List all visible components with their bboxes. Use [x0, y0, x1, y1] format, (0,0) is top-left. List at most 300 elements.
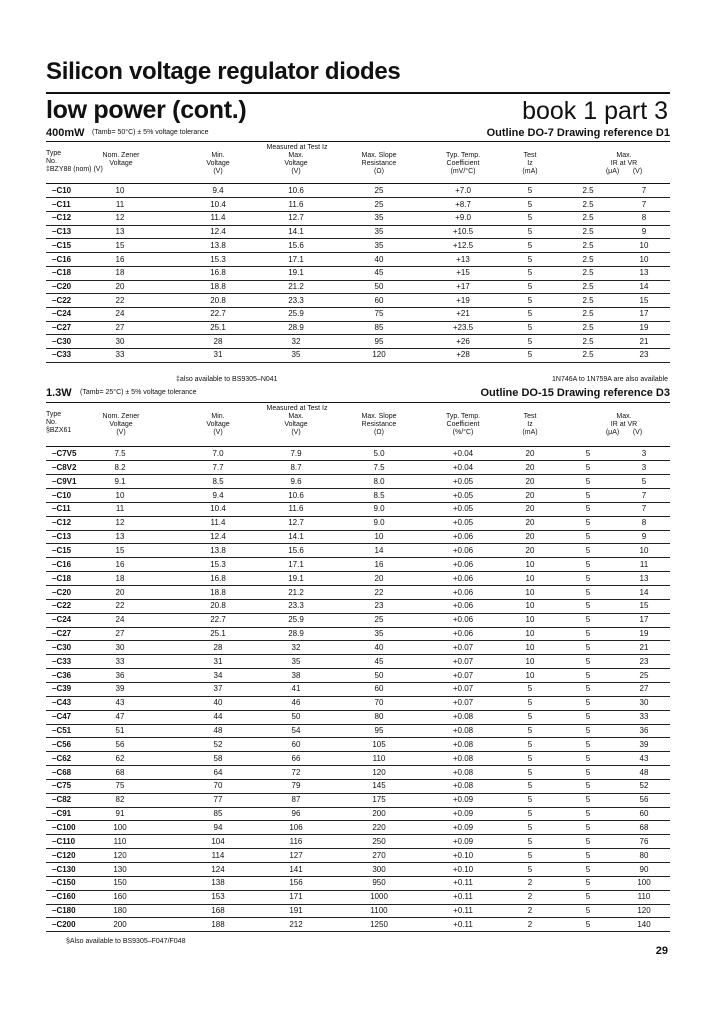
table-cell: –C62: [52, 753, 72, 763]
table-cell: 35: [374, 213, 384, 223]
table-cell: 220: [372, 822, 386, 832]
table-cell: 106: [289, 822, 303, 832]
table-cell: 31: [213, 656, 223, 666]
table-cell: 5: [527, 186, 533, 195]
table-cell: 5: [527, 864, 533, 874]
table-cell: –C8V2: [52, 462, 77, 472]
table-cell: 75: [374, 309, 384, 319]
table-cell: 40: [374, 642, 384, 652]
section1-header-max: Max. Voltage (V): [284, 152, 308, 175]
table-cell: 95: [374, 336, 384, 346]
table-cell: –C10: [52, 186, 72, 195]
table-cell: 28.9: [288, 629, 304, 639]
table-cell: 10: [525, 559, 535, 569]
table-cell: +0.11: [453, 892, 473, 902]
table-row: [46, 267, 670, 280]
table-cell: 90: [639, 864, 649, 874]
page-title: Silicon voltage regulator diodes: [46, 58, 401, 85]
table-cell: 5: [585, 476, 591, 486]
table-cell: 10.6: [288, 186, 304, 195]
section2-header: [46, 387, 670, 401]
table-cell: +21: [456, 309, 470, 319]
table-cell: 5: [585, 629, 591, 639]
section2-header-min: Min. Voltage (V): [206, 413, 230, 436]
table-cell: +0.05: [452, 518, 474, 528]
table-cell: –C75: [52, 781, 72, 791]
table-cell: 25: [374, 186, 384, 195]
table-cell: 5: [585, 532, 591, 542]
table-cell: 160: [113, 892, 127, 902]
table-cell: 5: [527, 268, 533, 278]
table-cell: 120: [113, 850, 127, 860]
table-cell: –C20: [52, 587, 72, 597]
table-cell: 48: [213, 726, 223, 735]
table-cell: 25.1: [210, 323, 226, 332]
table-cell: 104: [211, 836, 225, 846]
table-cell: 68: [639, 822, 649, 832]
table-cell: 5: [527, 254, 533, 264]
table-cell: 10.6: [288, 490, 304, 500]
table-cell: +0.08: [452, 767, 474, 777]
table-cell: –C150: [52, 878, 76, 888]
table-cell: 7.9: [290, 449, 302, 458]
table-cell: 191: [289, 906, 303, 916]
table-cell: 7.5: [114, 449, 126, 458]
table-cell: 5: [527, 795, 533, 805]
table-cell: 8.7: [290, 462, 302, 472]
table-cell: 95: [374, 726, 384, 735]
table-cell: +0.08: [452, 712, 474, 722]
table-cell: –C22: [52, 601, 72, 611]
table-cell: 32: [291, 336, 301, 346]
page-subtitle: low power (cont.): [46, 96, 247, 124]
table-cell: 20: [525, 545, 535, 555]
table-cell: 5: [527, 850, 533, 860]
table-cell: 200: [372, 809, 386, 819]
table-cell: +0.08: [452, 739, 474, 749]
table-row: [46, 476, 670, 489]
table-cell: 120: [372, 767, 386, 777]
table-cell: 21: [639, 642, 649, 652]
table-row: [46, 559, 670, 572]
table-cell: 24: [115, 309, 125, 319]
section1-header-type: Type No. ‡BZY88 (nom) (V): [46, 150, 103, 173]
section1-table-header: [46, 144, 670, 180]
table-cell: –C36: [52, 670, 72, 680]
table-cell: –C180: [52, 906, 76, 916]
table-cell: 150: [113, 878, 127, 888]
table-cell: 39: [115, 684, 125, 694]
table-cell: 5: [585, 822, 591, 832]
table-cell: 76: [639, 836, 649, 846]
table-cell: 5: [585, 545, 591, 555]
table-cell: 20: [115, 281, 125, 291]
table-cell: 5.0: [373, 449, 385, 458]
table-cell: 5: [585, 781, 591, 791]
table-cell: 14.1: [288, 227, 304, 237]
table-cell: 40: [374, 254, 384, 264]
table-cell: 2.5: [582, 281, 594, 291]
table-cell: 20: [525, 504, 535, 514]
table-cell: 5: [527, 822, 533, 832]
table-cell: –C9V1: [52, 476, 77, 486]
table-row: [46, 448, 670, 461]
table-cell: –C24: [52, 615, 72, 625]
table-cell: +0.09: [452, 795, 474, 805]
table-cell: 10.4: [210, 199, 226, 209]
table-cell: 25: [639, 670, 649, 680]
table-cell: 5: [527, 698, 533, 708]
table-row: [46, 767, 670, 780]
table-cell: 21.2: [288, 281, 304, 291]
table-cell: –C47: [52, 712, 72, 722]
table-cell: 10: [525, 601, 535, 611]
table-cell: 2: [527, 906, 533, 916]
table-row: [46, 295, 670, 308]
table-cell: 24: [115, 615, 125, 625]
table-cell: +0.04: [452, 449, 474, 458]
table-cell: +0.07: [452, 642, 474, 652]
table-cell: 14: [374, 545, 384, 555]
table-cell: 11: [115, 504, 125, 514]
table-cell: 2.5: [582, 254, 594, 264]
table-cell: 12.4: [210, 227, 226, 237]
table-cell: 2: [527, 878, 533, 888]
table-cell: –C51: [52, 726, 72, 735]
table-cell: 10.4: [210, 504, 226, 514]
table-cell: 20: [525, 532, 535, 542]
table-cell: 12.4: [210, 532, 226, 542]
table-cell: 5: [585, 712, 591, 722]
table-cell: 5: [641, 476, 647, 486]
table-cell: 2.5: [582, 309, 594, 319]
table-cell: –C13: [52, 227, 72, 237]
table-cell: 68: [115, 767, 125, 777]
table-cell: 30: [115, 336, 125, 346]
table-cell: 77: [213, 795, 223, 805]
table-cell: 46: [291, 698, 301, 708]
table-cell: 96: [291, 809, 301, 819]
table-cell: 20: [525, 518, 535, 528]
table-cell: 20: [525, 490, 535, 500]
table-cell: –C16: [52, 254, 72, 264]
section2-header-ir: Max. IR at VR (μA) (V): [605, 413, 643, 436]
table-cell: 19.1: [288, 268, 304, 278]
table-cell: 110: [113, 836, 127, 846]
table-cell: 5: [585, 878, 591, 888]
table-cell: 2.5: [582, 227, 594, 237]
section1-header: [46, 127, 670, 141]
table-cell: 28: [213, 642, 223, 652]
page-number: 29: [655, 945, 668, 957]
table-row: [46, 308, 670, 321]
table-cell: 82: [115, 795, 125, 805]
table-row: [46, 212, 670, 225]
section1-header-nom: Nom. Zener Voltage: [102, 152, 140, 167]
table-cell: 40: [213, 698, 223, 708]
table-cell: 44: [213, 712, 223, 722]
table-cell: 9.0: [373, 518, 385, 528]
section1-header-min: Min. Voltage (V): [206, 152, 230, 175]
table-cell: 11.6: [288, 199, 304, 209]
table-cell: 10: [525, 587, 535, 597]
table-cell: 18.8: [210, 587, 226, 597]
table-cell: 16: [374, 559, 384, 569]
section2-header-max: Max. Voltage (V): [284, 413, 308, 436]
section2-outline: Outline DO-15 Drawing reference D3: [480, 387, 670, 399]
table-cell: 45: [374, 656, 384, 666]
table-row: [46, 670, 670, 683]
table-cell: 9.1: [114, 476, 126, 486]
table-cell: +0.06: [452, 629, 474, 639]
table-cell: +0.11: [453, 878, 473, 888]
table-cell: –C200: [52, 919, 76, 929]
table-cell: 2.5: [582, 350, 594, 360]
table-cell: 5: [585, 490, 591, 500]
table-cell: 47: [115, 712, 125, 722]
table-cell: +9.0: [455, 213, 471, 223]
table-cell: 5: [527, 726, 533, 735]
table-cell: 54: [291, 726, 301, 735]
table-cell: 7: [641, 186, 647, 195]
table-cell: 5: [527, 309, 533, 319]
table-cell: +17: [456, 281, 470, 291]
table-cell: 5: [585, 462, 591, 472]
table-cell: +23.5: [452, 323, 474, 332]
table-cell: +0.06: [452, 615, 474, 625]
table-cell: 2.5: [582, 323, 594, 332]
table-cell: 5: [585, 698, 591, 708]
section1-header-ir: Max. IR at VR (μA) (V): [605, 152, 643, 175]
table-cell: 114: [211, 850, 225, 860]
table-cell: 10: [639, 254, 649, 264]
table-cell: 138: [211, 878, 225, 888]
table-cell: +0.07: [452, 684, 474, 694]
table-cell: 35: [291, 350, 301, 360]
table-cell: 70: [213, 781, 223, 791]
table-cell: +0.08: [452, 753, 474, 763]
table-row: [46, 683, 670, 696]
table-cell: 5: [585, 919, 591, 929]
table-cell: –C110: [52, 836, 76, 846]
table-cell: +0.06: [452, 587, 474, 597]
table-cell: 5: [585, 573, 591, 583]
table-cell: 1000: [370, 892, 388, 902]
table-cell: 18: [115, 268, 125, 278]
table-cell: +0.07: [452, 670, 474, 680]
table-cell: 37: [213, 684, 223, 694]
table-row: [46, 199, 670, 212]
table-cell: 25.9: [288, 309, 304, 319]
table-cell: –C24: [52, 309, 72, 319]
table-cell: 79: [291, 781, 301, 791]
table-row: [46, 490, 670, 503]
table-cell: 13: [639, 268, 649, 278]
table-cell: 13: [115, 532, 125, 542]
table-row: [46, 573, 670, 586]
table-cell: 5: [585, 559, 591, 569]
table-cell: +0.06: [452, 573, 474, 583]
table-row: [46, 517, 670, 530]
table-cell: 58: [213, 753, 223, 763]
table-row: [46, 697, 670, 710]
table-cell: +0.07: [452, 698, 474, 708]
table-cell: 212: [289, 919, 303, 929]
table-cell: 14: [639, 587, 649, 597]
table-cell: 30: [115, 642, 125, 652]
table-cell: 1100: [370, 906, 388, 916]
table-cell: 11.6: [288, 504, 304, 514]
table-cell: 5: [585, 864, 591, 874]
table-cell: +10.5: [452, 227, 474, 237]
table-cell: +0.09: [452, 809, 474, 819]
table-cell: 41: [291, 684, 301, 694]
table-cell: 16.8: [210, 573, 226, 583]
table-cell: 35: [374, 629, 384, 639]
table-row: [46, 322, 670, 335]
table-cell: 5: [527, 213, 533, 223]
table-cell: 20: [374, 573, 384, 583]
table-cell: 5: [527, 323, 533, 332]
table-cell: –C130: [52, 864, 76, 874]
table-cell: 16.8: [210, 268, 226, 278]
table-cell: 27: [115, 629, 125, 639]
table-cell: 10: [525, 670, 535, 680]
table-cell: +0.11: [453, 919, 473, 929]
table-cell: 21: [639, 336, 649, 346]
table-row: [46, 656, 670, 669]
table-row: [46, 349, 670, 362]
table-cell: 10: [639, 545, 649, 555]
table-cell: 180: [113, 906, 127, 916]
table-cell: 17.1: [288, 254, 304, 264]
table-cell: 10: [525, 573, 535, 583]
section2-header-test: Test Iz (mA): [522, 413, 538, 436]
table-cell: +7.0: [455, 186, 471, 195]
table-cell: 36: [115, 670, 125, 680]
section2-header-slope: Max. Slope Resistance (Ω): [361, 413, 397, 436]
section1-header-measured: Measured at Test Iz: [266, 144, 328, 151]
table-cell: 5: [585, 670, 591, 680]
table-cell: +0.04: [452, 462, 474, 472]
section2-condition: (Tamb= 25°C) ± 5% voltage tolerance: [80, 389, 197, 396]
table-cell: 19: [639, 629, 649, 639]
section1-header-rule: [46, 183, 670, 184]
table-cell: 5: [527, 781, 533, 791]
section1-header-temp: Typ. Temp. Coefficient (mV/°C): [445, 152, 481, 175]
table-cell: 36: [639, 726, 649, 735]
table-cell: 17.1: [288, 559, 304, 569]
table-cell: +0.06: [452, 532, 474, 542]
section2-power: 1.3W: [46, 387, 72, 399]
table-cell: 10: [525, 642, 535, 652]
table-cell: 7.7: [212, 462, 224, 472]
table-cell: +26: [456, 336, 470, 346]
table-cell: 20.8: [210, 295, 226, 305]
table-cell: 5: [527, 836, 533, 846]
table-cell: +0.06: [452, 545, 474, 555]
table-row: [46, 462, 670, 475]
table-cell: 5: [585, 449, 591, 458]
table-cell: 8: [641, 518, 647, 528]
table-cell: 13: [639, 573, 649, 583]
table-cell: 14.1: [288, 532, 304, 542]
table-cell: 11: [115, 199, 125, 209]
table-cell: 80: [374, 712, 384, 722]
table-cell: –C82: [52, 795, 72, 805]
table-cell: 270: [372, 850, 386, 860]
table-cell: –C27: [52, 629, 72, 639]
table-cell: 100: [113, 822, 127, 832]
table-row: [46, 877, 670, 890]
section2-note: §Also available to BS9305–F047/F048: [66, 938, 186, 945]
table-cell: 23: [639, 350, 649, 360]
table-cell: 2.5: [582, 295, 594, 305]
table-cell: 56: [115, 739, 125, 749]
table-row: [46, 336, 670, 349]
table-cell: 18: [115, 573, 125, 583]
table-cell: 85: [374, 323, 384, 332]
table-cell: 10: [115, 490, 125, 500]
table-cell: 5: [585, 795, 591, 805]
section1-header-slope: Max. Slope Resistance (Ω): [361, 152, 397, 175]
table-cell: 87: [291, 795, 301, 805]
book-reference: book 1 part 3: [522, 97, 668, 125]
table-cell: +8.7: [455, 199, 471, 209]
table-cell: +0.06: [452, 559, 474, 569]
table-cell: 5: [585, 615, 591, 625]
table-row: [46, 587, 670, 600]
table-cell: –C12: [52, 518, 72, 528]
table-cell: 100: [637, 878, 651, 888]
table-cell: 5: [585, 753, 591, 763]
table-cell: 200: [113, 919, 127, 929]
table-cell: 94: [213, 822, 223, 832]
table-cell: 153: [211, 892, 225, 902]
table-cell: 18.8: [210, 281, 226, 291]
table-cell: –C160: [52, 892, 76, 902]
table-cell: –C56: [52, 739, 72, 749]
table-cell: 5: [585, 656, 591, 666]
table-cell: –C13: [52, 532, 72, 542]
table-cell: 39: [639, 739, 649, 749]
table-cell: 171: [289, 892, 303, 902]
table-row: [46, 545, 670, 558]
table-cell: +13: [456, 254, 470, 264]
table-row: [46, 822, 670, 835]
table-cell: 110: [637, 892, 651, 902]
section1-rule: [46, 141, 670, 142]
table-cell: 5: [527, 712, 533, 722]
table-cell: 5: [527, 739, 533, 749]
table-cell: 70: [374, 698, 384, 708]
table-cell: +0.08: [452, 781, 474, 791]
table-row: [46, 600, 670, 613]
table-cell: 14: [639, 281, 649, 291]
table-cell: 5: [585, 906, 591, 916]
table-cell: 3: [641, 449, 647, 458]
table-cell: 3: [641, 462, 647, 472]
table-cell: 23.3: [288, 295, 304, 305]
table-cell: 140: [637, 919, 651, 929]
table-cell: 5: [527, 336, 533, 346]
table-cell: 13.8: [210, 545, 226, 555]
table-cell: –C15: [52, 545, 72, 555]
table-cell: 188: [211, 919, 225, 929]
table-cell: 9: [641, 532, 647, 542]
table-row: [46, 240, 670, 253]
table-cell: 60: [374, 684, 384, 694]
